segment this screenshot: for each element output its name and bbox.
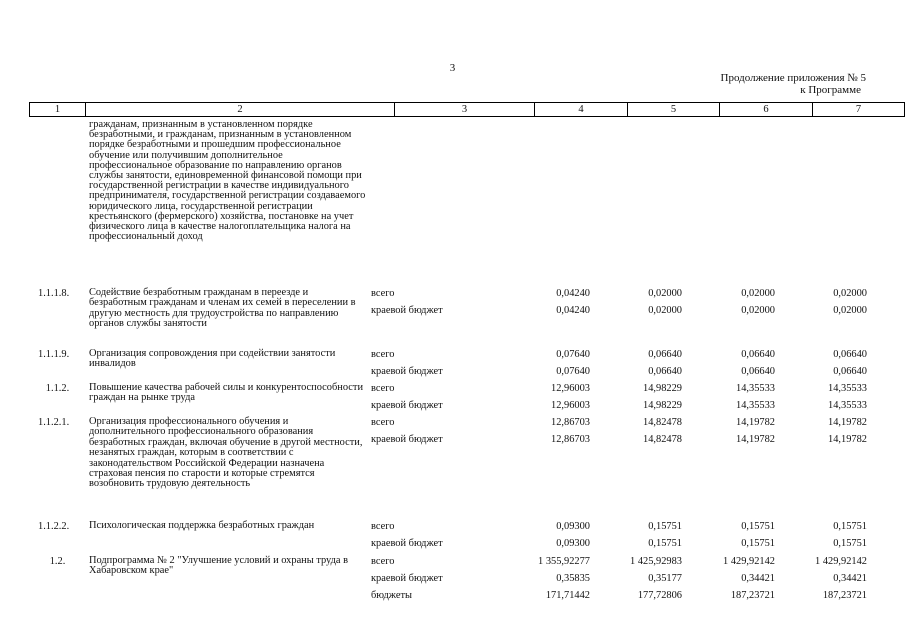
value-col-4: 0,04240	[556, 288, 590, 299]
value-col-6: 1 429,92142	[723, 556, 775, 567]
value-col-6: 14,35533	[736, 400, 775, 411]
value-col-5: 0,06640	[648, 366, 682, 377]
value-col-5: 0,02000	[648, 305, 682, 316]
value-col-5: 0,02000	[648, 288, 682, 299]
row-line	[0, 349, 905, 361]
value-col-7: 187,23721	[822, 590, 867, 601]
funding-source: краевой бюджет	[371, 538, 443, 549]
funding-source: всего	[371, 288, 395, 299]
value-col-5: 0,15751	[648, 538, 682, 549]
value-col-6: 0,15751	[741, 521, 775, 532]
value-col-7: 0,06640	[833, 366, 867, 377]
value-col-4: 12,96003	[551, 383, 590, 394]
row-code: 1.1.2.2.	[38, 521, 70, 532]
row-name: Подпрограмма № 2 "Улучшение условий и охраны труда в Хабаровском крае"	[89, 555, 348, 577]
value-col-4: 171,71442	[545, 590, 590, 601]
row-line	[0, 434, 905, 446]
header-col-5: 5	[628, 103, 720, 117]
value-col-7: 14,19782	[828, 417, 867, 428]
value-col-6: 187,23721	[730, 590, 775, 601]
funding-source: краевой бюджет	[371, 573, 443, 584]
row-line	[0, 521, 905, 533]
row-line	[0, 417, 905, 429]
value-col-7: 0,34421	[833, 573, 867, 584]
row-line	[0, 556, 905, 568]
value-col-5: 177,72806	[637, 590, 682, 601]
row-line	[0, 288, 905, 300]
value-col-7: 0,02000	[833, 288, 867, 299]
appendix-line-1: Продолжение приложения № 5	[720, 72, 866, 84]
value-col-5: 1 425,92983	[630, 556, 682, 567]
value-col-6: 14,35533	[736, 383, 775, 394]
value-col-6: 0,02000	[741, 305, 775, 316]
row-name: Повышение качества рабочей силы и конкурентоспособности граждан на рынке труда	[89, 382, 364, 404]
header-col-3: 3	[395, 103, 535, 117]
funding-source: всего	[371, 417, 395, 428]
row-code: 1.1.2.	[45, 383, 70, 394]
value-col-7: 14,35533	[828, 400, 867, 411]
value-col-7: 0,06640	[833, 349, 867, 360]
row-name: Психологическая поддержка безработных граждан	[89, 520, 315, 531]
value-col-4: 12,86703	[551, 434, 590, 445]
value-col-6: 0,34421	[741, 573, 775, 584]
header-col-1: 1	[30, 103, 86, 117]
funding-source: краевой бюджет	[371, 400, 443, 411]
value-col-5: 0,15751	[648, 521, 682, 532]
value-col-4: 0,09300	[556, 538, 590, 549]
value-col-5: 14,82478	[643, 417, 682, 428]
value-col-5: 14,82478	[643, 434, 682, 445]
value-col-4: 1 355,92277	[538, 556, 590, 567]
value-col-7: 0,02000	[833, 305, 867, 316]
value-col-4: 0,04240	[556, 305, 590, 316]
value-col-7: 14,19782	[828, 434, 867, 445]
funding-source: краевой бюджет	[371, 305, 443, 316]
row-line	[0, 400, 905, 412]
value-col-6: 0,06640	[741, 349, 775, 360]
value-col-4: 12,96003	[551, 400, 590, 411]
continued-text: гражданам, признанным в установленном порядке безработными, и гражданам, признанным в установленном порядке безработными и прошедшим профессиональное обучение или получившим дополнительное профессиональное образование по направлению органов службы занятости, единовременной финансовой помощи при государственной регистрации в качестве индивидуального предпринимателя, государственной регистрации создаваемого юридического лица, государственной регистрации крестьянского (фермерского) хозяйства, постановке на учет физического лица в качестве налогоплательщика налога на профессиональный доход	[89, 119, 366, 243]
appendix-caption	[721, 72, 866, 96]
row-line	[0, 573, 905, 585]
row-line	[0, 383, 905, 395]
table-header	[29, 102, 905, 117]
row-name: Организация профессионального обучения и дополнительного профессионального образования безработных граждан, включая обучение в другой местности, незанятых граждан, которым в соответствии с законодательством Российской Федерации назначена страховая пенсия по старости и которые стремятся возобновить трудовую деятельность	[89, 416, 363, 490]
funding-source: всего	[371, 383, 395, 394]
row-code: 1.2.	[49, 556, 66, 567]
row-code: 1.1.1.9.	[38, 349, 70, 360]
value-col-7: 1 429,92142	[815, 556, 867, 567]
value-col-6: 14,19782	[736, 434, 775, 445]
header-col-4: 4	[535, 103, 628, 117]
row-line	[0, 538, 905, 550]
row-name: Организация сопровождения при содействии занятости инвалидов	[89, 348, 336, 370]
value-col-4: 0,09300	[556, 521, 590, 532]
value-col-4: 12,86703	[551, 417, 590, 428]
value-col-5: 14,98229	[643, 383, 682, 394]
value-col-6: 14,19782	[736, 417, 775, 428]
value-col-6: 0,02000	[741, 288, 775, 299]
row-line	[0, 366, 905, 378]
value-col-5: 0,35177	[648, 573, 682, 584]
row-line	[0, 305, 905, 317]
header-col-7: 7	[813, 103, 905, 117]
row-code: 1.1.1.8.	[38, 288, 70, 299]
row-line	[0, 590, 905, 602]
value-col-7: 14,35533	[828, 383, 867, 394]
funding-source: бюджеты	[371, 590, 412, 601]
value-col-4: 0,35835	[556, 573, 590, 584]
page-number: 3	[449, 62, 456, 74]
value-col-4: 0,07640	[556, 366, 590, 377]
value-col-5: 0,06640	[648, 349, 682, 360]
appendix-line-2: к Программе	[800, 84, 861, 96]
row-name: Содействие безработным гражданам в переезде и безработным гражданам и членам их семей в переселении в другую местность для трудоустройства по направлению органов службы занятости	[89, 287, 356, 330]
row-code: 1.1.2.1.	[38, 417, 70, 428]
funding-source: краевой бюджет	[371, 366, 443, 377]
value-col-7: 0,15751	[833, 521, 867, 532]
value-col-7: 0,15751	[833, 538, 867, 549]
funding-source: всего	[371, 521, 395, 532]
value-col-5: 14,98229	[643, 400, 682, 411]
value-col-6: 0,15751	[741, 538, 775, 549]
header-col-2: 2	[86, 103, 395, 117]
header-col-6: 6	[720, 103, 813, 117]
value-col-4: 0,07640	[556, 349, 590, 360]
funding-source: всего	[371, 349, 395, 360]
funding-source: всего	[371, 556, 395, 567]
funding-source: краевой бюджет	[371, 434, 443, 445]
value-col-6: 0,06640	[741, 366, 775, 377]
